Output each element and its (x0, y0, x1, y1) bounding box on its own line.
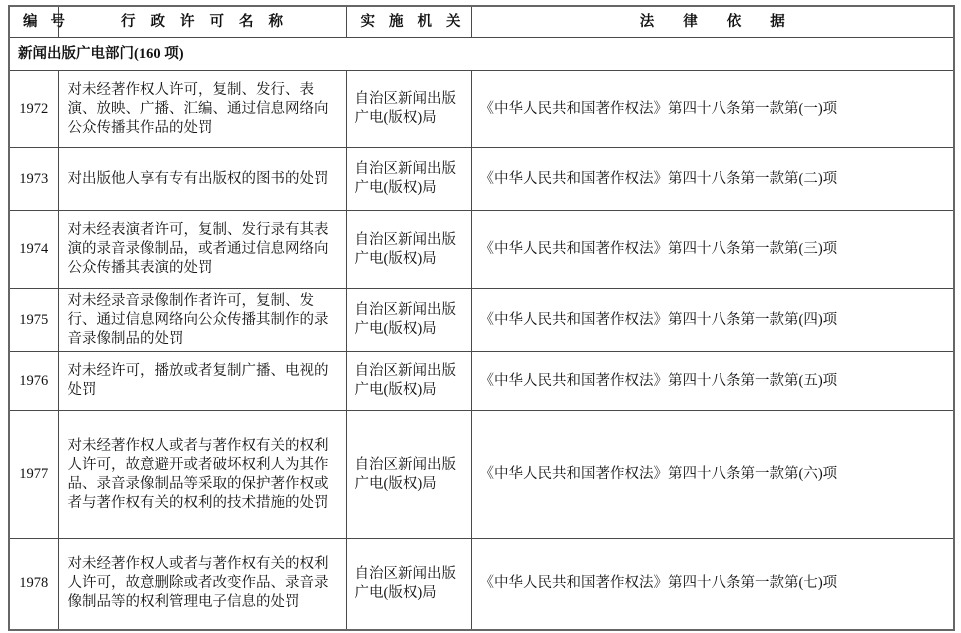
table-row (9, 411, 954, 539)
table-header-row (9, 6, 954, 38)
row-id: 1978 (9, 539, 58, 630)
table-row (9, 289, 954, 352)
col-header-permit-name: 行政许可名称 (58, 6, 346, 38)
table-row (9, 539, 954, 630)
permit-name: 对未经著作权人许可，复制、发行、表演、放映、广播、汇编、通过信息网络向公众传播其作品的处罚 (58, 71, 346, 148)
agency: 自治区新闻出版广电(版权)局 (346, 289, 471, 352)
table-row (9, 211, 954, 289)
permit-name: 对出版他人享有专有出版权的图书的处罚 (58, 148, 346, 211)
legal-basis: 《中华人民共和国著作权法》第四十八条第一款第(五)项 (471, 352, 954, 411)
permit-name: 对未经许可，播放或者复制广播、电视的处罚 (58, 352, 346, 411)
agency: 自治区新闻出版广电(版权)局 (346, 411, 471, 539)
legal-basis: 《中华人民共和国著作权法》第四十八条第一款第(一)项 (471, 71, 954, 148)
permit-name: 对未经著作权人或者与著作权有关的权利人许可，故意删除或者改变作品、录音录像制品等的权利管理电子信息的处罚 (58, 539, 346, 630)
row-id: 1976 (9, 352, 58, 411)
permit-name: 对未经著作权人或者与著作权有关的权利人许可，故意避开或者破坏权利人为其作品、录音录像制品等采取的保护著作权或者与著作权有关的权利的技术措施的处罚 (58, 411, 346, 539)
col-header-agency: 实施机关 (346, 6, 471, 38)
agency: 自治区新闻出版广电(版权)局 (346, 211, 471, 289)
row-id: 1972 (9, 71, 58, 148)
legal-basis: 《中华人民共和国著作权法》第四十八条第一款第(二)项 (471, 148, 954, 211)
col-header-legal-basis: 法律依据 (471, 6, 954, 38)
permit-name: 对未经表演者许可，复制、发行录有其表演的录音录像制品，或者通过信息网络向公众传播其表演的处罚 (58, 211, 346, 289)
row-id: 1975 (9, 289, 58, 352)
table-row (9, 71, 954, 148)
row-id: 1977 (9, 411, 58, 539)
legal-basis: 《中华人民共和国著作权法》第四十八条第一款第(六)项 (471, 411, 954, 539)
row-id: 1974 (9, 211, 58, 289)
legal-basis: 《中华人民共和国著作权法》第四十八条第一款第(七)项 (471, 539, 954, 630)
agency: 自治区新闻出版广电(版权)局 (346, 352, 471, 411)
agency: 自治区新闻出版广电(版权)局 (346, 148, 471, 211)
table-row (9, 148, 954, 211)
section-row (9, 38, 954, 71)
section-title: 新闻出版广电部门(160 项) (9, 38, 954, 71)
permissions-table (8, 5, 955, 631)
row-id: 1973 (9, 148, 58, 211)
col-header-id: 编号 (9, 6, 58, 38)
legal-basis: 《中华人民共和国著作权法》第四十八条第一款第(四)项 (471, 289, 954, 352)
agency: 自治区新闻出版广电(版权)局 (346, 539, 471, 630)
permit-name: 对未经录音录像制作者许可，复制、发行、通过信息网络向公众传播其制作的录音录像制品的处罚 (58, 289, 346, 352)
table-row (9, 352, 954, 411)
legal-basis: 《中华人民共和国著作权法》第四十八条第一款第(三)项 (471, 211, 954, 289)
agency: 自治区新闻出版广电(版权)局 (346, 71, 471, 148)
document-page (8, 5, 953, 631)
